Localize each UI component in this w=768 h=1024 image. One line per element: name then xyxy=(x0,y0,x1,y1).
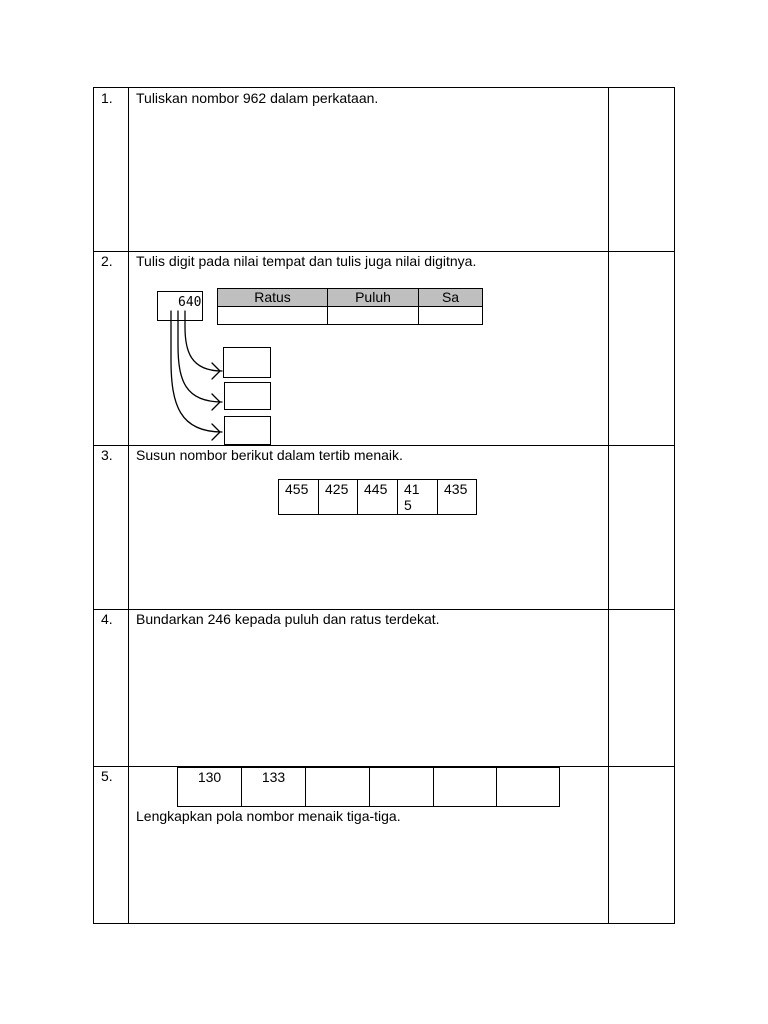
pattern-cell-4[interactable] xyxy=(369,767,434,807)
sequence-number-4: 41 5 xyxy=(397,479,438,515)
answer-box-ones[interactable] xyxy=(223,347,271,378)
question-number-4: 4. xyxy=(101,611,113,627)
place-header-ratus: Ratus xyxy=(217,288,328,307)
place-header-sa: Sa xyxy=(418,288,483,307)
question-text-2: Tulis digit pada nilai tempat dan tulis juga nilai digitnya. xyxy=(136,253,477,269)
arrow-ones xyxy=(185,311,222,371)
pattern-cell-5[interactable] xyxy=(433,767,497,807)
pattern-cell-6[interactable] xyxy=(496,767,560,807)
question-text-3: Susun nombor berikut dalam tertib menaik. xyxy=(136,447,403,463)
table-border-left xyxy=(93,87,94,924)
table-border-top xyxy=(93,87,675,88)
question-text-4: Bundarkan 246 kepada puluh dan ratus terdekat. xyxy=(136,611,440,627)
sequence-number-2: 425 xyxy=(318,479,358,515)
place-header-puluh: Puluh xyxy=(327,288,419,307)
table-border-bottom xyxy=(93,923,675,924)
question-number-1: 1. xyxy=(101,90,113,106)
pattern-cell-2: 133 xyxy=(241,767,306,807)
pattern-cell-3[interactable] xyxy=(305,767,370,807)
sequence-number-5: 435 xyxy=(437,479,477,515)
question-text-5: Lengkapkan pola nombor menaik tiga-tiga. xyxy=(136,808,401,824)
pattern-cell-1: 130 xyxy=(177,767,242,807)
row-divider-3 xyxy=(93,609,675,610)
question-text-1: Tuliskan nombor 962 dalam perkataan. xyxy=(136,90,379,106)
answer-box-tens[interactable] xyxy=(224,382,271,410)
question-number-2: 2. xyxy=(101,253,113,269)
question-number-5: 5. xyxy=(101,768,113,784)
place-cell-sa[interactable] xyxy=(418,306,483,325)
answer-box-hundreds[interactable] xyxy=(224,416,271,445)
table-divider-number xyxy=(128,87,129,924)
table-divider-mark xyxy=(608,87,609,924)
place-cell-puluh[interactable] xyxy=(327,306,419,325)
number-box-value: 640 xyxy=(178,295,202,310)
row-divider-1 xyxy=(93,251,675,252)
table-border-right xyxy=(674,87,675,924)
sequence-number-3: 445 xyxy=(357,479,398,515)
question-number-3: 3. xyxy=(101,447,113,463)
sequence-number-1: 455 xyxy=(278,479,319,515)
